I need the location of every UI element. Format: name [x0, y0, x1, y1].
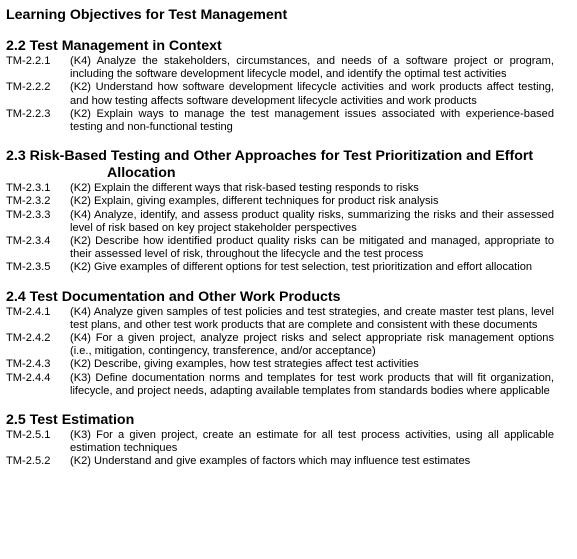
objective-tm-2-2-1 [6, 55, 554, 81]
objective-text: (K3) For a given project, create an estimate for all test process activities, using all applicable estimation techniques [70, 429, 554, 455]
document-page [6, 7, 554, 483]
objective-tm-2-4-3 [6, 358, 554, 371]
section-2-2 [6, 38, 554, 134]
objective-code: TM-2.4.1 [6, 305, 51, 318]
objective-text: (K2) Understand how software development lifecycle activities and work products affect testing, and how testing affects software development lifecycle activities and work products [70, 81, 554, 107]
objective-tm-2-4-1 [6, 306, 554, 332]
objective-code: TM-2.3.2 [6, 195, 51, 208]
section-heading: 2.2 Test Management in Context [6, 38, 222, 54]
section-2-4 [6, 289, 554, 398]
objective-code: TM-2.2.2 [6, 81, 51, 94]
objective-code: TM-2.2.1 [6, 55, 51, 67]
section-2-5 [6, 412, 554, 469]
objective-text: (K2) Explain the different ways that risk-based testing responds to risks [70, 182, 419, 195]
section-heading: 2.4 Test Documentation and Other Work Products [6, 288, 341, 305]
objective-tm-2-3-1 [6, 182, 554, 195]
objective-text: (K2) Describe how identified product quality risks can be mitigated and managed, appropriate to their assessed level of risk, throughout the lifecycle and the test process [70, 235, 554, 261]
objective-code: TM-2.3.5 [6, 261, 51, 274]
objective-code: TM-2.3.1 [6, 182, 51, 195]
objective-text: (K2) Explain ways to manage the test management issues associated with experience-based testing and non-functional testing [70, 107, 554, 134]
section-2-3 [6, 148, 554, 274]
objective-text: (K4) Analyze, identify, and assess product quality risks, summarizing the risks and their assessed level of risk based on key project stakeholder perspectives [70, 208, 554, 234]
objective-code: TM-2.4.3 [6, 358, 51, 371]
objective-text: (K4) Analyze given samples of test policies and test strategies, and create master test plans, level test plans, and other test work products that are complete and consistent with these documents [70, 305, 554, 331]
objective-text: (K2) Describe, giving examples, how test strategies affect test activities [70, 358, 419, 371]
objective-code: TM-2.3.4 [6, 235, 51, 248]
objective-tm-2-2-2 [6, 81, 554, 107]
objective-tm-2-3-4 [6, 235, 554, 261]
objective-tm-2-4-4 [6, 372, 554, 398]
objective-text: (K2) Explain, giving examples, different techniques for product risk analysis [70, 195, 439, 208]
objective-code: TM-2.4.4 [6, 371, 51, 384]
objective-text: (K2) Give examples of different options for test selection, test prioritization and effort allocation [70, 261, 533, 274]
objective-tm-2-3-5 [6, 261, 554, 274]
section-heading: 2.3 Risk-Based Testing and Other Approaches for Test Prioritization and Effort Allocation [6, 148, 534, 182]
objective-text: (K3) Define documentation norms and templates for test work products that will fit organization, lifecycle, and project needs, adapting available templates from standards bodies where applicable [70, 371, 554, 397]
objective-code: TM-2.2.3 [6, 107, 51, 120]
objective-code: TM-2.5.1 [6, 429, 51, 442]
objective-code: TM-2.3.3 [6, 208, 51, 221]
objective-text: (K4) For a given project, analyze project risks and select appropriate risk management options (i.e., mitigation, contingency, transference, and/or acceptance) [70, 332, 554, 358]
document-title: Learning Objectives for Test Management [6, 7, 288, 23]
objective-tm-2-5-1 [6, 429, 554, 455]
objective-tm-2-2-3 [6, 108, 554, 134]
objective-code: TM-2.5.2 [6, 455, 51, 468]
objective-tm-2-5-2 [6, 455, 554, 468]
objective-text: (K4) Analyze the stakeholders, circumstances, and needs of a software project or program, including the software development lifecycle model, and identify the optimal test activities [70, 55, 554, 81]
objective-tm-2-3-2 [6, 195, 554, 208]
objective-code: TM-2.4.2 [6, 332, 51, 345]
objective-tm-2-4-2 [6, 332, 554, 358]
objective-text: (K2) Understand and give examples of factors which may influence test estimates [70, 455, 471, 468]
objective-tm-2-3-3 [6, 209, 554, 235]
section-heading: 2.5 Test Estimation [6, 412, 135, 429]
